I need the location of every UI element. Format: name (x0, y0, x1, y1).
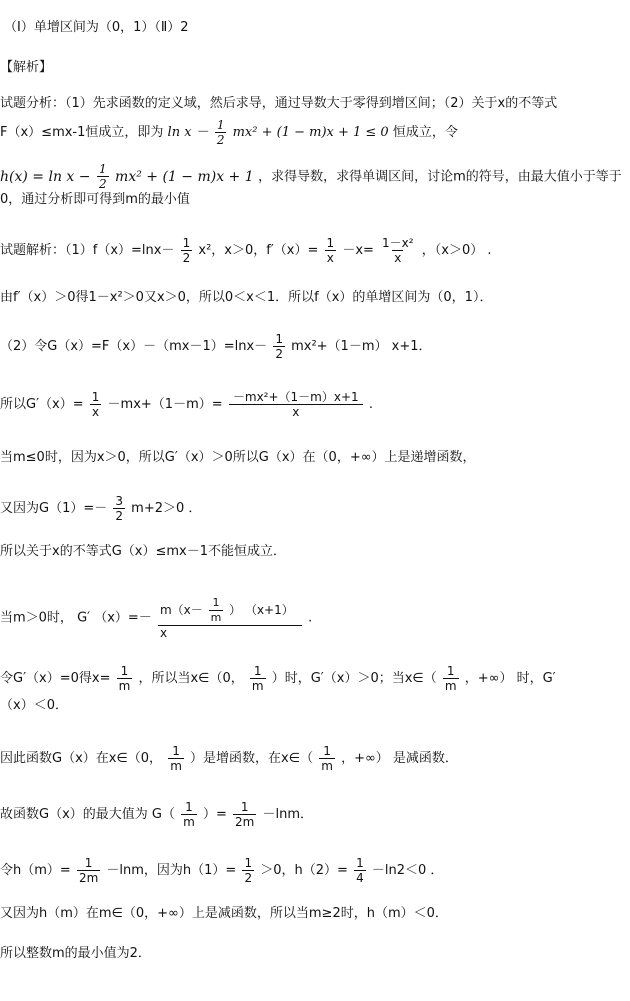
section-title: 【解析】 (0, 60, 53, 75)
solution-case-m-nonpositive: 当m≤0时，因为x＞0，所以G′（x）＞0所以G（x）在（0，+∞）上是递增函数， (0, 450, 476, 465)
analysis-line-4: 0，通过分析即可得到m的最小值 (0, 192, 190, 207)
solution-case-m-positive: 当m＞0时， G′ （x）=－ m（x－ $\frac{1}{m}$ ） （x+1） x . (0, 596, 313, 640)
answer-line (4, 18, 189, 38)
answer-text: （Ⅰ）单增区间为（0，1）（Ⅱ）2 (4, 20, 189, 35)
solution-not-always: 所以关于x的不等式G（x）≤mx－1不能恒成立． (0, 544, 286, 559)
solution-max-value: 故函数G（x）的最大值为 G（ $\frac{1}{m}$ ）= $\frac{1}{2m}$ －lnm． (0, 800, 313, 829)
analysis-line-3: h(x) = ln x − $\frac{1}{2}$ mx² + (1 − m)x + 1 ，求得导数，求得单调区间，讨论m的符号，由最大值小于等于 (0, 162, 622, 191)
h-function-formula: h(x) = ln x − $\frac{1}{2}$ mx² + (1 − m)x + 1 (0, 162, 254, 191)
solution-part1: 试题解析：（1）f（x）=lnx－ $\frac{1}{2}$ x²，x＞0，f′（x）= $\frac{1}{x}$ －x= $\frac{\text{1－x²}}{x}$ ，（x＞0） . (0, 236, 492, 265)
analysis-line-2: F（x）≤mx-1恒成立，即为 ln x － $\frac{1}{2}$ mx² + (1 − m)x + 1 ≤ 0 恒成立，令 (0, 118, 458, 147)
analysis-line-1: 试题分析：（1）先求函数的定义域，然后求导，通过导数大于零得到增区间；（2）关于x的不等式 (0, 96, 558, 111)
solution-critical-point: 令G′（x）=0得x= $\frac{1}{m}$ ，所以当x∈（0， $\frac{1}{m}$ ）时，G′（x）＞0；当x∈（ $\frac{1}{m}$ ，+∞） 时，G′ (0, 664, 556, 693)
solution-g-derivative: 所以G′（x）= $\frac{1}{x}$ －mx+（1－m）= $\frac{\text{－mx²+（1－m）x+1}}{x}$ . (0, 390, 374, 419)
solution-part1-interval: 由f′（x）＞0得1－x²＞0又x＞0，所以0＜x＜1．所以f（x）的单增区间为（0，1）． (0, 290, 493, 305)
solution-g1-value: 又因为G（1）=－ $\frac{3}{2}$ m+2＞0 ． (0, 494, 202, 523)
solution-h-function: 令h（m）= $\frac{1}{2m}$ －lnm，因为h（1）= $\frac{1}{2}$ ＞0，h（2）= $\frac{1}{4}$ －ln2＜0 ． (0, 856, 444, 885)
solution-conclusion: 所以整数m的最小值为2． (0, 946, 151, 961)
solution-critical-point-cont: （x）＜0． (0, 698, 68, 713)
inequality-formula: ln x － $\frac{1}{2}$ mx² + (1 − m)x + 1 ≤ 0 (167, 118, 389, 147)
solution-monotonicity: 因此函数G（x）在x∈（0， $\frac{1}{m}$ ）是增函数，在x∈（ $\frac{1}{m}$ ，+∞） 是减函数． (0, 744, 458, 773)
solution-part2-define-g: （2）令G（x）=F（x）－（mx－1）=lnx－ $\frac{1}{2}$ mx²+（1－m） x+1． (0, 332, 432, 361)
solution-h-decreasing: 又因为h（m）在m∈（0，+∞）上是减函数，所以当m≥2时，h（m）＜0． (0, 906, 448, 921)
